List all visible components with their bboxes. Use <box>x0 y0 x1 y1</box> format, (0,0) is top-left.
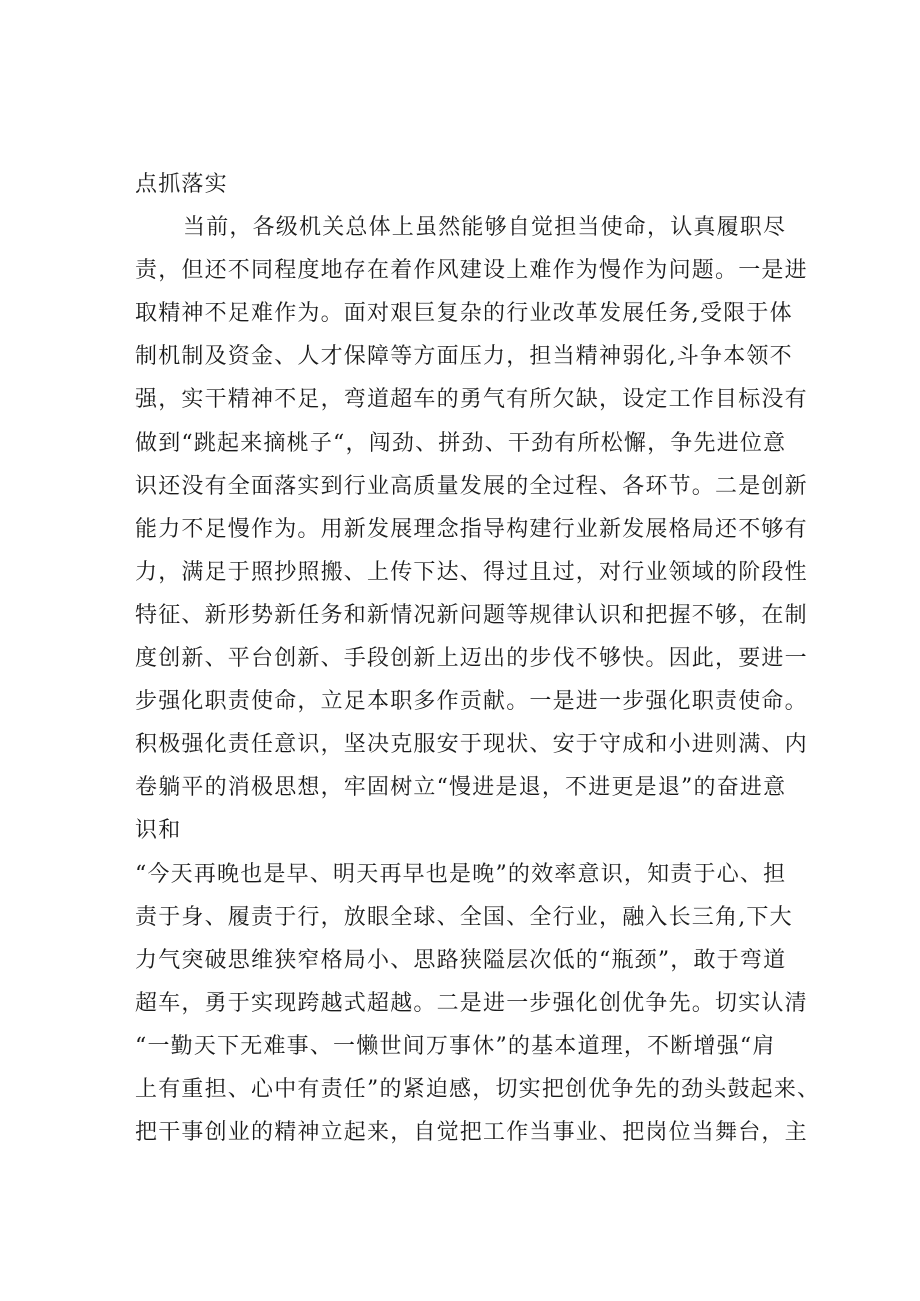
text-line: 步强化职责使命，立足本职多作贡献。一是进一步强化职责使命。 <box>135 689 808 715</box>
text-line: 识和 <box>135 818 182 844</box>
text-line: 卷躺平的消极思想，牢固树立“慢进是退，不进更是退”的奋进意 <box>135 775 787 801</box>
text-line: “今天再晚也是早、明天再早也是晚”的效率意识，知责于心、担 <box>135 861 787 887</box>
text-line: 制机制及资金、人才保障等方面压力，担当精神弱化,斗争本领不 <box>135 344 793 370</box>
text-line: 责，但还不同程度地存在着作风建设上难作为慢作为问题。一是进 <box>135 258 808 284</box>
text-line: 超车，勇于实现跨越式超越。二是进一步强化创优争先。切实认清 <box>135 990 808 1016</box>
text-line: 积极强化责任意识，坚决克服安于现状、安于守成和小进则满、内 <box>135 732 808 758</box>
text-line: 取精神不足难作为。面对艰巨复杂的行业改革发展任务,受限于体 <box>135 301 793 327</box>
body-text <box>135 163 821 1154</box>
text-line: 强，实干精神不足，弯道超车的勇气有所欠缺，设定工作目标没有 <box>135 387 808 413</box>
text-line: 能力不足慢作为。用新发展理念指导构建行业新发展格局还不够有 <box>135 516 808 542</box>
text-line: 责于身、履责于行，放眼全球、全国、全行业，融入长三角,下大 <box>135 904 793 930</box>
text-line: 力，满足于照抄照搬、上传下达、得过且过，对行业领域的阶段性 <box>135 559 808 585</box>
text-line: “一勤天下无难事、一懒世间万事休”的基本道理，不断增强“肩 <box>135 1033 776 1059</box>
text-line: 做到“跳起来摘桃子“，闯劲、拼劲、干劲有所松懈，争先进位意 <box>135 430 787 456</box>
text-line: 把干事创业的精神立起来，自觉把工作当事业、把岗位当舞台，主 <box>135 1120 808 1146</box>
text-line: 点抓落实 <box>135 172 228 197</box>
text-line: 上有重担、心中有责任”的紧迫感，切实把创优争先的劲头鼓起来、 <box>135 1076 821 1102</box>
text-line: 当前，各级机关总体上虽然能够自觉担当使命，认真履职尽 <box>183 215 787 241</box>
text-line: 度创新、平台创新、手段创新上迈出的步伐不够快。因此，要进一 <box>135 646 808 672</box>
text-line: 识还没有全面落实到行业高质量发展的全过程、各环节。二是创新 <box>135 473 808 499</box>
text-line: 特征、新形势新任务和新情况新问题等规律认识和把握不够，在制 <box>135 602 808 628</box>
text-line: 力气突破思维狭窄格局小、思路狭隘层次低的“瓶颈”，敢于弯道 <box>135 947 787 973</box>
